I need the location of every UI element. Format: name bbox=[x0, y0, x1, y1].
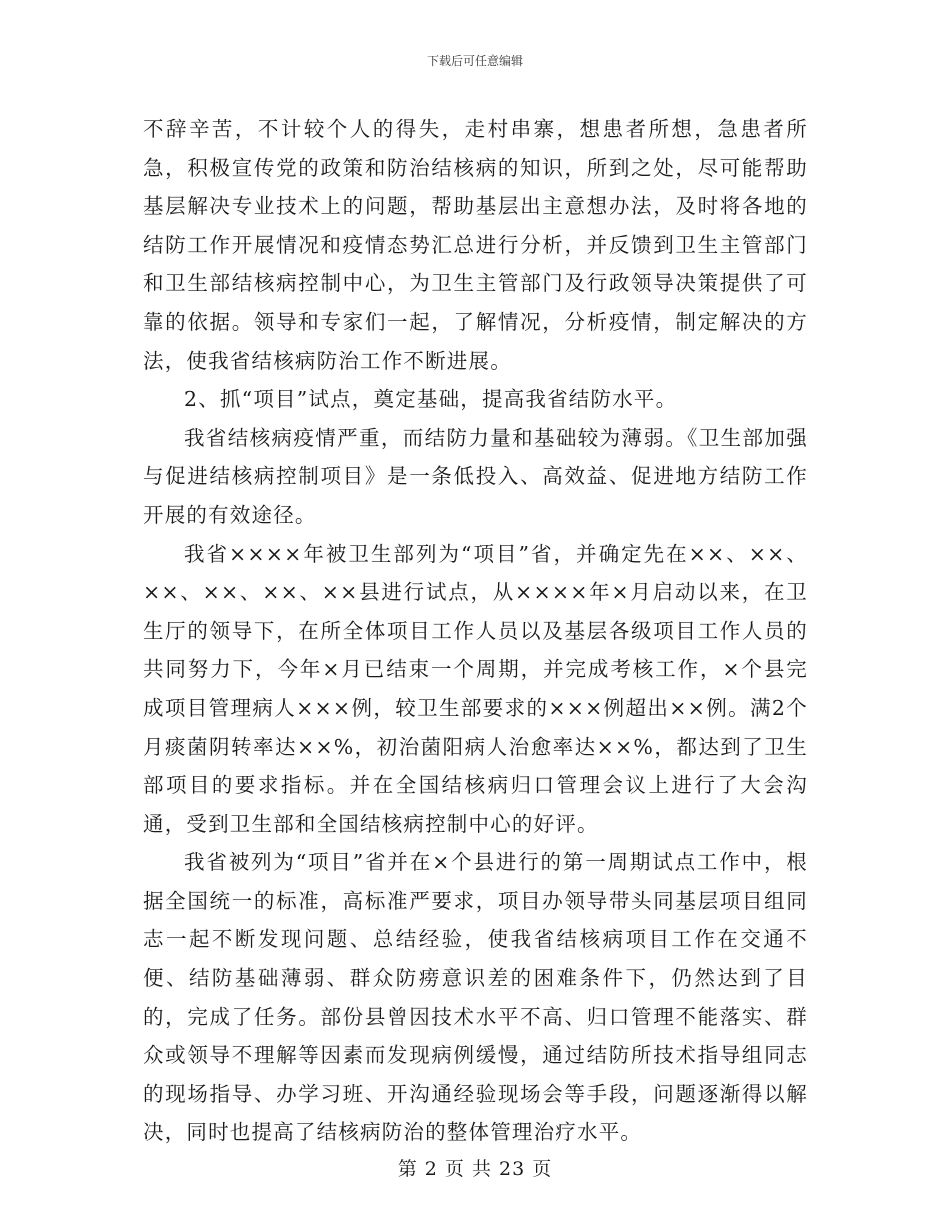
footer-page-number: 2 bbox=[424, 1158, 438, 1180]
paragraph-3: 我省结核病疫情严重，而结防力量和基础较为薄弱。《卫生部加强与促进结核病控制项目》是一条低投入、高效益、促进地方结防工作开展的有效途径。 bbox=[143, 425, 808, 527]
document-body bbox=[143, 110, 808, 1152]
paragraph-2-heading: 2、抓“项目”试点，奠定基础，提高我省结防水平。 bbox=[184, 387, 678, 412]
paragraph-5: 我省被列为“项目”省并在×个县进行的第一周期试点工作中，根据全国统一的标准，高标准严要求，项目办领导带头同基层项目组同志一起不断发现问题、总结经验，使我省结核病项目工作在交通不便、结防基础薄弱、群众防痨意识差的困难条件下，仍然达到了目的，完成了任务。部份县曾因技术水平不高、归口管理不能落实、群众或领导不理解等因素而发现病例缓慢，通过结防所技术指导组同志的现场指导、办学习班、开沟通经验现场会等手段，问题逐渐得以解决，同时也提高了结核病防治的整体管理治疗水平。 bbox=[143, 850, 808, 1145]
footer-mid: 页 共 bbox=[444, 1158, 492, 1180]
footer-total-pages: 23 bbox=[499, 1158, 526, 1180]
footer-suffix: 页 bbox=[532, 1158, 553, 1180]
page-header: 下载后可任意编辑 bbox=[426, 54, 523, 68]
paragraph-1: 不辞辛苦，不计较个人的得失，走村串寨，想患者所想，急患者所急，积极宣传党的政策和防治结核病的知识，所到之处，尽可能帮助基层解决专业技术上的问题，帮助基层出主意想办法，及时将各地的结防工作开展情况和疫情态势汇总进行分析，并反馈到卫生主管部门和卫生部结核病控制中心，为卫生主管部门及行政领导决策提供了可靠的依据。领导和专家们一起，了解情况，分析疫情，制定解决的方法，使我省结核病防治工作不断进展。 bbox=[143, 117, 808, 373]
paragraph-4: 我省××××年被卫生部列为“项目”省，并确定先在××、××、××、××、××、××县进行试点，从××××年×月启动以来，在卫生厅的领导下，在所全体项目工作人员以及基层各级项目工作人员的共同努力下，今年×月已结束一个周期，并完成考核工作，×个县完成项目管理病人×××例，较卫生部要求的×××例超出××例。满2个月痰菌阴转率达××%，初治菌阳病人治愈率达××%，都达到了卫生部项目的要求指标。并在全国结核病归口管理会议上进行了大会沟通，受到卫生部和全国结核病控制中心的好评。 bbox=[143, 541, 808, 836]
page-footer bbox=[0, 1154, 950, 1181]
footer-prefix: 第 bbox=[397, 1158, 418, 1180]
